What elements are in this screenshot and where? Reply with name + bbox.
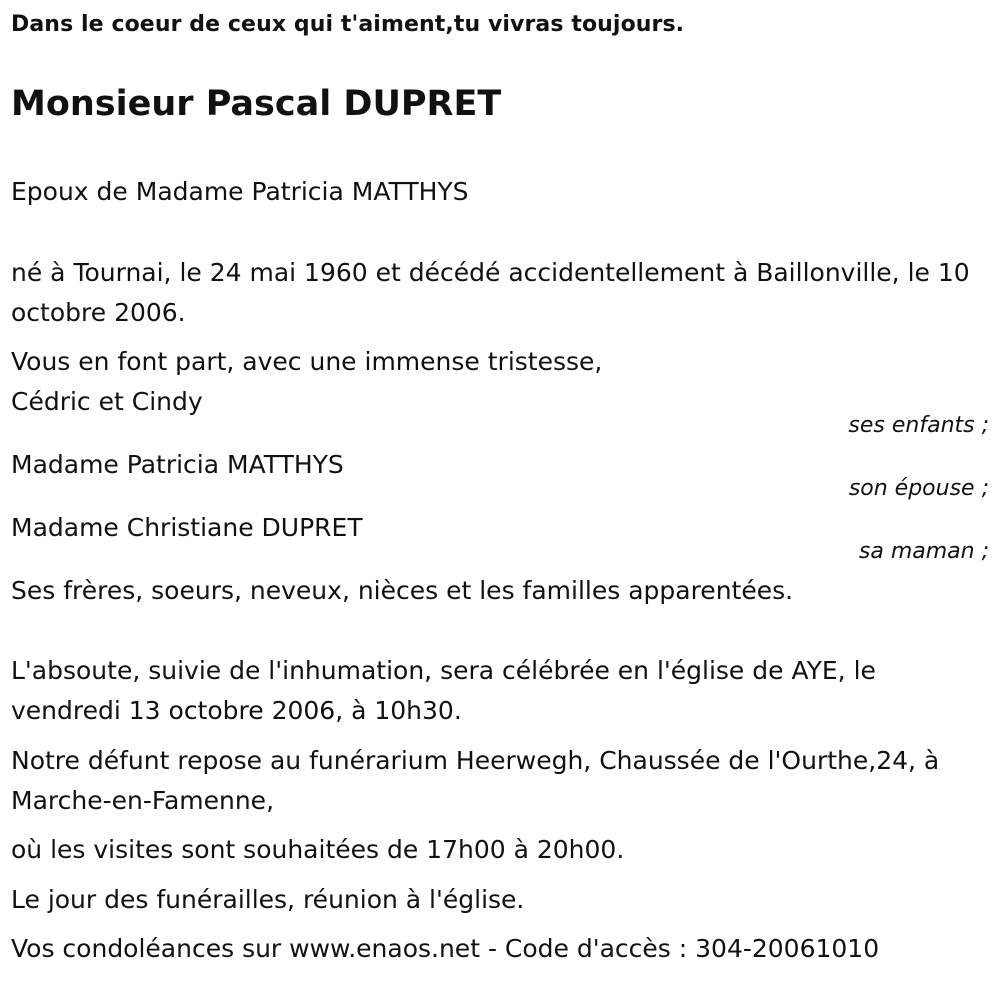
relatives-line: Ses frères, soeurs, neveux, nièces et les familles apparentées. [11,576,794,605]
family-member-name: Madame Patricia MATTHYS [11,450,344,479]
spouse-line: Epoux de Madame Patricia MATTHYS [11,177,469,206]
family-member-role: ses enfants ; [848,413,989,438]
ceremony-details: L'absoute, suivie de l'inhumation, sera célébrée en l'église de AYE, le vendredi 13 octobre 2006, à 10h30. [11,656,876,725]
visiting-hours: où les visites sont souhaitées de 17h00 à 20h00. [11,835,625,864]
funeral-home-details: Notre défunt repose au funérarium Heerwegh, Chaussée de l'Ourthe,24, à Marche-en-Famenne, [11,746,940,815]
family-member-name: Madame Christiane DUPRET [11,513,363,542]
deceased-name: Monsieur Pascal DUPRET [11,84,502,124]
birth-death-line: né à Tournai, le 24 mai 1960 et décédé accidentellement à Baillonville, le 10 octobre 2006. [11,258,970,327]
epigraph: Dans le coeur de ceux qui t'aiment,tu vivras toujours. [11,12,685,37]
announcement-intro: Vous en font part, avec une immense tristesse, [11,347,603,376]
funeral-day-note: Le jour des funérailles, réunion à l'église. [11,885,525,914]
condolences-line: Vos condoléances sur www.enaos.net - Code d'accès : 304-20061010 [11,934,880,963]
family-member-name: Cédric et Cindy [11,387,203,416]
family-member-role: son épouse ; [848,476,989,501]
family-member-role: sa maman ; [858,539,989,564]
